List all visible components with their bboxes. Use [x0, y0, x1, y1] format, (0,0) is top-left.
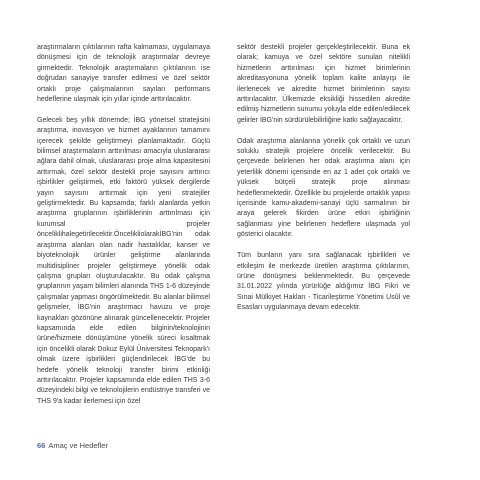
page-number: 66	[37, 441, 46, 450]
left-paragraph-1: araştırmaların çıktılarının rafta kalmaması, uygulamaya dönüşmesi için de teknolojik araştırmalar devreye girmektedir. Teknolojik araştırmaların çıktılarının ise doğrudan sanayiye transfer edilmesi ve özel sektör ortaklı proje çalışmalarının sayıları performans hedeflerine ulaşmak için yıllar içinde arttırılacaktır.	[37, 44, 210, 104]
right-paragraph-3: Tüm bunların yanı sıra sağlanacak işbirlikleri ve etkileşim ile merkezde üretilen araştırma çıktılarının, ürüne dönüşmesi beklenmektedir. Bu çerçevede 31.01.2022 yılında yürürlüğe aldığımız İBG Fikri ve Sınai Mülkiyet Hakları - Ticarileştirme Yönetimi Usûl ve Esasları uygulanmaya devam edecektir.	[237, 252, 410, 312]
footer-section-title: Amaç ve Hedefler	[48, 441, 108, 450]
left-paragraph-2: Gelecek beş yıllık dönemde; İBG yönetsel stratejisini araştırma, inovasyon ve hizmet ayaklarının tamamını içerecek şekilde geliştirmeyi planlamaktadır. Güçlü bilimsel araştırmaların arttırılması amacıyla uluslararası ağlara dahil olmak, uluslararası proje alma kapasitesini arttırmak, özel sektör destekli proje sayısını arttırıcı işbirlikler geliştirmek, etki faktörü yüksek dergilerde yayın sayısını arttırmak için yeni stratejiler geliştirmektedir. Bu kapsamda; farklı alanlarda yetkin araştırma gruplarının işbirliklerinin arttırılması için kurumsal projeler önceliklihalegetirilecektir.ÖncelikliolarakİBG'nin odak araştırma alanları olan nadir hastalıklar, kanser ve biyoteknolojik ürünler geliştirme alanlarında multidisipliner projeler geliştirmeye yönelik odak çalışma grupları oluşturulacaktır. Bu odak çalışma gruplarının yaşam bilimleri alanında THS 1-6 düzeyinde çalışmalar yapması öngörülmektedir. Bu alanlar bilimsel gelişmeler, İBG'nin araştırmacı havuzu ve proje kaynakları gözönüne alınarak güncellenecektir. Projeler kapsamında elde edilen bilginin/teknolojinin ürüne/hizmete dönüşümüne yönelik süreci kısaltmak için öncelikli olarak Dokuz Eylül Üniversitesi Teknopark'ı olmak üzere işbirlikleri güçlendirilecek İBG'de bu hedefe yönelik teknoloji transfer birimi etkinliği arttırılacaktır. Projeler kapsamında elde edilen THS 3-6 düzeyindeki bilgi ve teknolojilerin endüstriye transferi ve THS 9'a kadar ilerlemesi için özel	[37, 116, 210, 405]
left-text-column	[37, 43, 210, 407]
right-text-column	[237, 43, 410, 314]
right-paragraph-2: Odak araştırma alanlarına yönelik çok ortaklı ve uzun soluklu stratejik projelere öncelik verilecektir. Bu çerçevede belirlenen her odak araştırma alanı için yeterlilik dönemi içerisinde en az 1 adet çok ortaklı ve yüksek bütçeli stratejik proje alınması hedeflenmektedir. Özellikle bu projelerde ortaklık yapısı içerisinde kamu-akademi-sanayi üçlü sarmalının bir araya gelerek fikirden ürüne etkin işbirliğinin sağlanması yine belirlenen hedeflere ulaşmada yol gösterici olacaktır.	[237, 137, 410, 239]
page-footer	[37, 441, 108, 451]
right-paragraph-1: sektör destekli projeler gerçekleştirilecektir. Buna ek olarak; kamuya ve özel sektöre sunulan nitelikli hizmetlerin arttırılması için hizmet birimlerinin akreditasyonuna yönelik toplam kalite anlayışı ile ilerlenecek ve akredite hizmet birimlerinin sayısı arttırılacaktır. Ülkemizde eksikliği hissedilen akredite edilmiş hizmetlerin sunumu yoluyla elde edilen/edilecek gelirler İBG'nin sürdürülebilirliğine katkı sağlayacaktır.	[237, 44, 410, 124]
